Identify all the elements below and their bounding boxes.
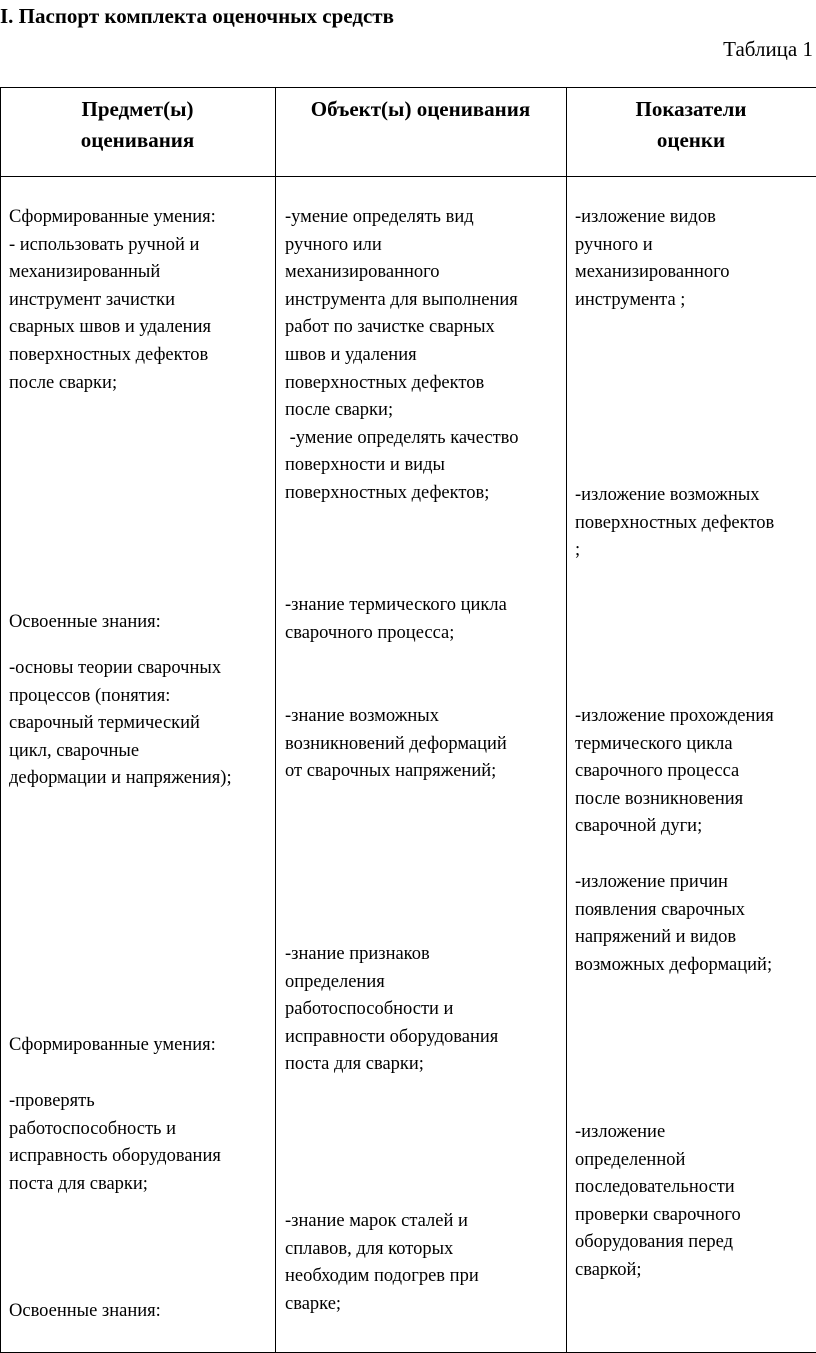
cell-line: -изложение прохождения xyxy=(575,706,774,726)
cell-line: после возникновения xyxy=(575,788,744,809)
cell-line: деформации и напряжения); xyxy=(9,768,232,789)
subject-block xyxy=(9,1032,216,1060)
cell-line: необходим подогрев при xyxy=(285,1266,479,1287)
header-subject xyxy=(0,94,275,156)
subject-block xyxy=(9,1088,221,1198)
cell-line: определенной xyxy=(575,1149,686,1170)
cell-line: -основы теории сварочных xyxy=(9,658,222,678)
subject-block xyxy=(9,204,216,397)
subject-block xyxy=(9,655,232,793)
cell-line: появления сварочных xyxy=(575,899,745,920)
cell-line: ручного или xyxy=(285,234,382,255)
cell-line: проверки сварочного xyxy=(575,1204,741,1225)
cell-line: -изложение возможных xyxy=(575,485,760,505)
object-block xyxy=(285,204,519,508)
header-line: оценки xyxy=(656,128,726,152)
cell-line: ручного и xyxy=(575,234,653,255)
header-line: Предмет(ы) xyxy=(81,97,194,121)
cell-line: поверхностных дефектов xyxy=(9,344,209,365)
object-block xyxy=(285,1208,479,1318)
cell-line: работоспособности и xyxy=(285,999,454,1020)
cell-line: сварочного процесса; xyxy=(285,622,455,643)
cell-line: инструмент зачистки xyxy=(9,289,176,310)
indicator-block xyxy=(575,869,772,979)
cell-line: работ по зачистке сварных xyxy=(285,317,495,338)
cell-line: -знание возможных xyxy=(285,706,439,726)
cell-line: процессов (понятия: xyxy=(9,685,171,706)
cell-line: сварочного процесса xyxy=(575,761,740,782)
cell-line: сварных швов и удаления xyxy=(9,317,211,338)
cell-line: поста для сварки; xyxy=(285,1054,424,1075)
cell-line: инструмента для выполнения xyxy=(285,289,518,310)
cell-line: -умение определять вид xyxy=(285,207,474,227)
object-block xyxy=(285,703,507,786)
cell-line: механизированного xyxy=(575,262,730,283)
cell-line: -изложение видов xyxy=(575,207,716,227)
header-indicator xyxy=(566,94,816,156)
cell-line: инструмента ; xyxy=(575,289,686,310)
cell-line: оборудования перед xyxy=(575,1232,734,1253)
indicator-block xyxy=(575,204,730,314)
header-line: оценивания xyxy=(80,128,195,152)
cell-line: -знание марок сталей и xyxy=(285,1211,468,1231)
cell-line: механизированного xyxy=(285,262,440,283)
header-line: Объект(ы) оценивания xyxy=(310,97,531,121)
cell-line: Освоенные знания: xyxy=(9,612,161,632)
cell-line: -умение определять качество xyxy=(285,427,519,448)
cell-line: -изложение xyxy=(575,1122,666,1142)
header-object xyxy=(275,94,566,125)
indicator-block xyxy=(575,1119,741,1285)
header-divider xyxy=(0,176,816,177)
cell-line: механизированный xyxy=(9,262,161,283)
column-divider xyxy=(275,87,276,1353)
object-block xyxy=(285,592,507,647)
cell-line: сварке; xyxy=(285,1293,342,1314)
cell-line: -проверять xyxy=(9,1091,95,1111)
cell-line: после сварки; xyxy=(285,400,394,421)
cell-line: швов и удаления xyxy=(285,344,417,365)
cell-line: ; xyxy=(575,540,581,561)
cell-line: сваркой; xyxy=(575,1259,642,1280)
cell-line: сварочной дуги; xyxy=(575,816,703,837)
cell-line: поверхностных дефектов xyxy=(575,512,775,533)
cell-line: поста для сварки; xyxy=(9,1173,148,1194)
cell-line: цикл, сварочные xyxy=(9,740,140,761)
cell-line: -знание признаков xyxy=(285,944,430,964)
indicator-block xyxy=(575,703,774,841)
section-heading: I. Паспорт комплекта оценочных средств xyxy=(0,4,394,28)
cell-line: возможных деформаций; xyxy=(575,954,773,975)
subject-block xyxy=(9,609,161,637)
indicator-block xyxy=(575,482,774,565)
cell-line: -изложение причин xyxy=(575,872,728,892)
cell-line: Сформированные умения: xyxy=(9,1035,216,1055)
cell-line: возникновений деформаций xyxy=(285,733,507,754)
subject-block xyxy=(9,1298,161,1326)
cell-line: Освоенные знания: xyxy=(9,1301,161,1321)
cell-line: сплавов, для которых xyxy=(285,1238,454,1259)
column-divider xyxy=(566,87,567,1353)
cell-line: исправность оборудования xyxy=(9,1146,221,1167)
cell-line: термического цикла xyxy=(575,733,733,754)
cell-line: работоспособность и xyxy=(9,1118,176,1139)
object-block xyxy=(285,941,498,1079)
header-line: Показатели xyxy=(635,97,747,121)
cell-line: поверхностных дефектов xyxy=(285,372,485,393)
cell-line: поверхности и виды xyxy=(285,455,445,476)
table-caption: Таблица 1 xyxy=(723,37,813,61)
cell-line: после сварки; xyxy=(9,372,118,393)
cell-line: напряжений и видов xyxy=(575,927,737,948)
cell-line: -знание термического цикла xyxy=(285,595,507,615)
cell-line: Сформированные умения: xyxy=(9,207,216,227)
cell-line: поверхностных дефектов; xyxy=(285,482,490,503)
cell-line: от сварочных напряжений; xyxy=(285,761,497,782)
cell-line: - использовать ручной и xyxy=(9,234,200,255)
cell-line: сварочный термический xyxy=(9,713,200,734)
cell-line: исправности оборудования xyxy=(285,1026,499,1047)
cell-line: последовательности xyxy=(575,1177,735,1198)
cell-line: определения xyxy=(285,971,385,992)
